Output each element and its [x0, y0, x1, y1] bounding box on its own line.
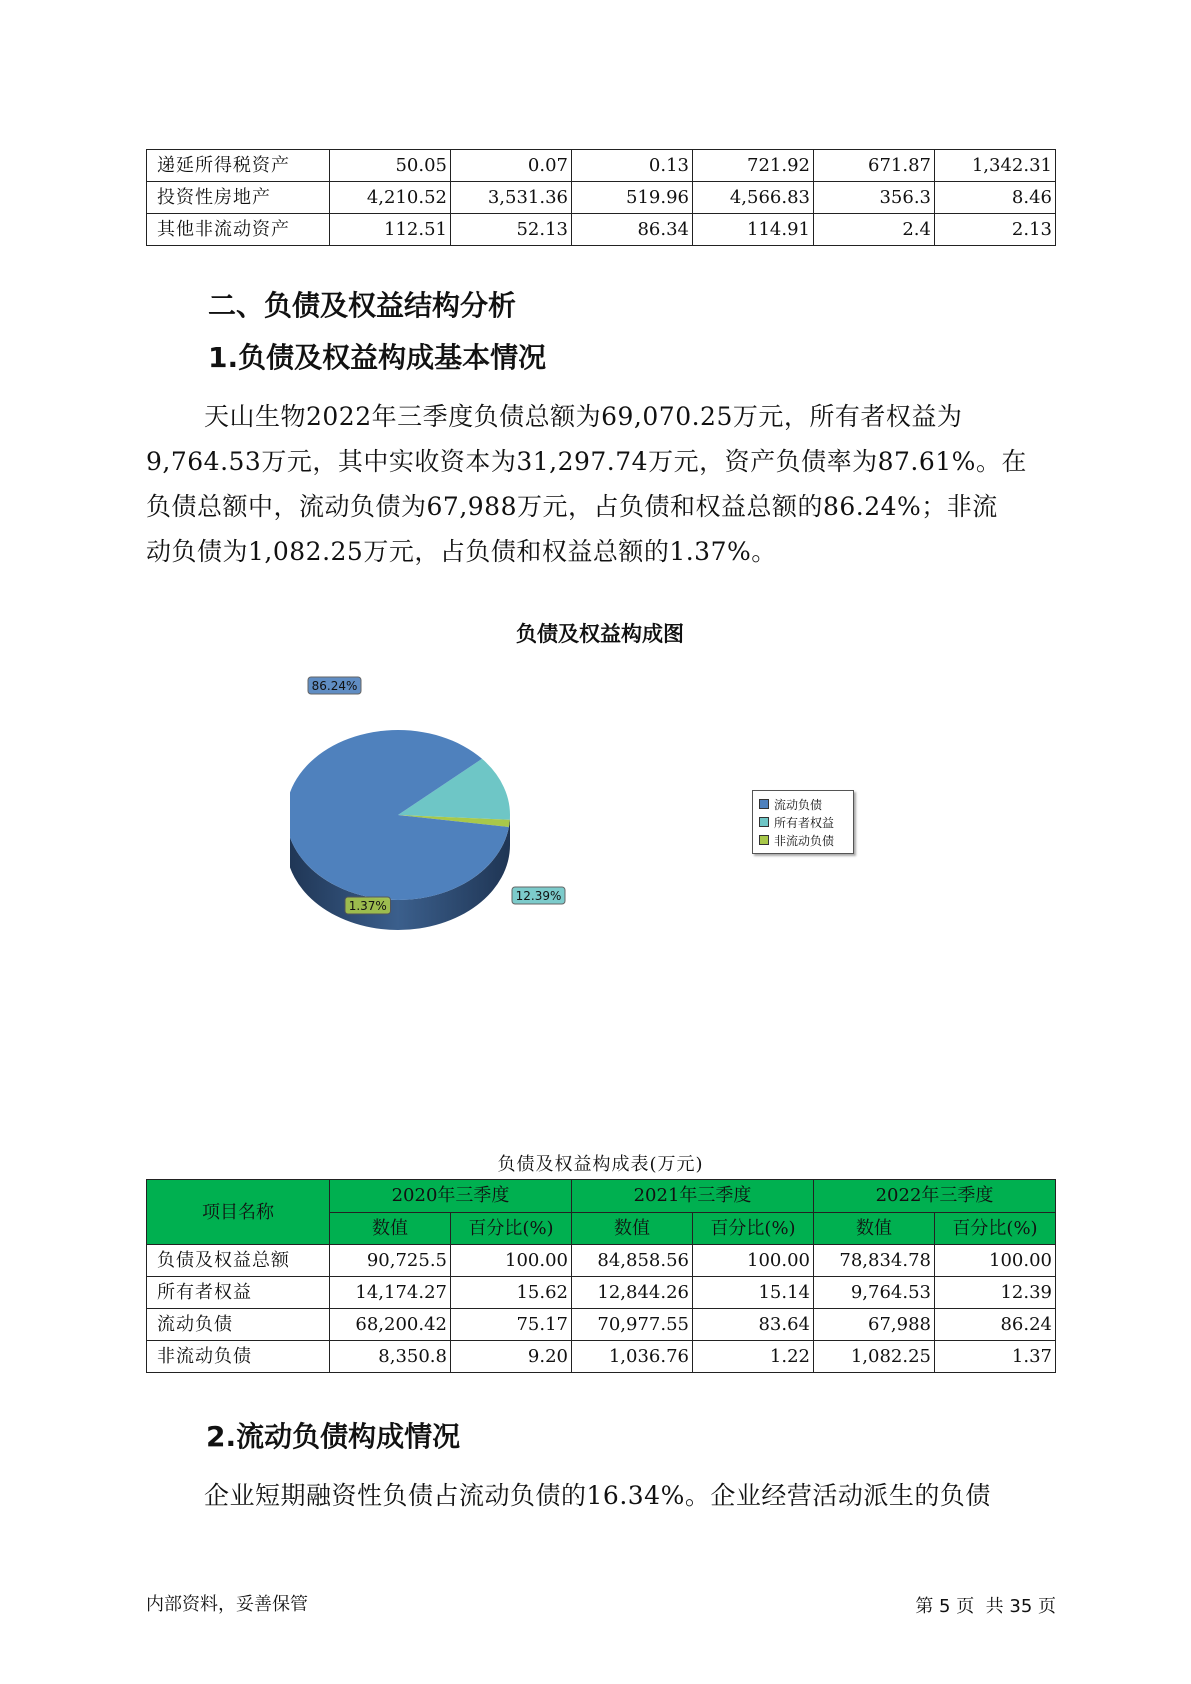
chart-legend — [752, 790, 854, 854]
table-cell: 67,988 — [814, 1309, 935, 1341]
table-cell: 15.14 — [693, 1277, 814, 1309]
table-row — [147, 1277, 1056, 1309]
table-cell: 12,844.26 — [572, 1277, 693, 1309]
table-cell: 4,210.52 — [330, 182, 451, 214]
table-row — [147, 1309, 1056, 1341]
table-row — [147, 214, 1056, 246]
subsection-title-2: 2.流动负债构成情况 — [206, 1420, 461, 1453]
table-row — [147, 150, 1056, 182]
pie-data-label — [308, 677, 361, 694]
section-title: 二、负债及权益结构分析 — [208, 289, 517, 322]
asset-table-continuation — [146, 149, 1056, 246]
table-cell: 2.13 — [935, 214, 1056, 246]
table-cell: 90,725.5 — [330, 1245, 451, 1277]
subsection-title-1: 1.负债及权益构成基本情况 — [208, 341, 547, 374]
chart-title: 负债及权益构成图 — [516, 622, 684, 646]
table-cell: 68,200.42 — [330, 1309, 451, 1341]
table-cell: 84,858.56 — [572, 1245, 693, 1277]
table-cell: 12.39 — [935, 1277, 1056, 1309]
row-label: 非流动负债 — [147, 1341, 330, 1373]
pie-label-text: 12.39% — [515, 889, 562, 903]
table-cell: 1,342.31 — [935, 150, 1056, 182]
table-caption: 负债及权益构成表(万元) — [497, 1154, 704, 1175]
row-label: 负债及权益总额 — [147, 1245, 330, 1277]
legend-swatch — [759, 835, 769, 845]
liability-equity-table — [146, 1179, 1056, 1373]
paragraph-2: 企业短期融资性负债占流动负债的16.34%。企业经营活动派生的负债 — [204, 1481, 991, 1510]
pie-label-text: 86.24% — [311, 679, 358, 693]
paragraph-1 — [146, 394, 1066, 574]
table-cell: 15.62 — [451, 1277, 572, 1309]
table-cell: 8.46 — [935, 182, 1056, 214]
table-cell: 0.07 — [451, 150, 572, 182]
legend-label: 流动负债 — [774, 797, 823, 812]
pie-chart — [290, 670, 590, 950]
legend-item — [759, 831, 847, 849]
table-cell: 112.51 — [330, 214, 451, 246]
header-period: 2022年三季度 — [814, 1180, 1056, 1213]
table-cell: 671.87 — [814, 150, 935, 182]
legend-label: 非流动负债 — [774, 833, 835, 848]
pie-data-label — [512, 887, 565, 904]
paragraph-1-line: 负债总额中，流动负债为67,988万元，占负债和权益总额的86.24%；非流 — [146, 492, 998, 521]
table-cell: 50.05 — [330, 150, 451, 182]
header-item-name: 项目名称 — [147, 1180, 330, 1245]
table-cell: 3,531.36 — [451, 182, 572, 214]
table-cell: 83.64 — [693, 1309, 814, 1341]
table-cell: 1,036.76 — [572, 1341, 693, 1373]
legend-swatch — [759, 799, 769, 809]
header-value: 数值 — [572, 1212, 693, 1245]
header-percent: 百分比(%) — [451, 1212, 572, 1245]
table-cell: 75.17 — [451, 1309, 572, 1341]
header-value: 数值 — [330, 1212, 451, 1245]
header-period: 2021年三季度 — [572, 1180, 814, 1213]
pie-label-text: 1.37% — [348, 899, 387, 913]
table-cell: 8,350.8 — [330, 1341, 451, 1373]
table-cell: 100.00 — [451, 1245, 572, 1277]
table-cell: 9,764.53 — [814, 1277, 935, 1309]
table-row — [147, 1245, 1056, 1277]
header-value: 数值 — [814, 1212, 935, 1245]
table-cell: 86.34 — [572, 214, 693, 246]
table-cell: 0.13 — [572, 150, 693, 182]
row-label: 所有者权益 — [147, 1277, 330, 1309]
table-cell: 9.20 — [451, 1341, 572, 1373]
header-percent: 百分比(%) — [935, 1212, 1056, 1245]
table-cell: 14,174.27 — [330, 1277, 451, 1309]
table-cell: 1.22 — [693, 1341, 814, 1373]
pie-data-label — [345, 897, 391, 914]
table-cell: 100.00 — [935, 1245, 1056, 1277]
table-cell: 519.96 — [572, 182, 693, 214]
legend-item — [759, 795, 847, 813]
table-cell: 721.92 — [693, 150, 814, 182]
footer-left: 内部资料，妥善保管 — [146, 1594, 308, 1615]
header-percent: 百分比(%) — [693, 1212, 814, 1245]
paragraph-1-line: 9,764.53万元，其中实收资本为31,297.74万元，资产负债率为87.61%。在 — [146, 447, 1027, 476]
table-cell: 78,834.78 — [814, 1245, 935, 1277]
header-period: 2020年三季度 — [330, 1180, 572, 1213]
paragraph-1-line: 动负债为1,082.25万元，占负债和权益总额的1.37%。 — [146, 537, 777, 566]
table-cell: 356.3 — [814, 182, 935, 214]
legend-label: 所有者权益 — [774, 815, 835, 830]
table-cell: 100.00 — [693, 1245, 814, 1277]
table-cell: 52.13 — [451, 214, 572, 246]
row-label: 递延所得税资产 — [147, 150, 330, 182]
table-row — [147, 1341, 1056, 1373]
table-cell: 114.91 — [693, 214, 814, 246]
legend-item — [759, 813, 847, 831]
table-cell: 70,977.55 — [572, 1309, 693, 1341]
table-cell: 86.24 — [935, 1309, 1056, 1341]
table-cell: 1,082.25 — [814, 1341, 935, 1373]
table-cell: 1.37 — [935, 1341, 1056, 1373]
legend-swatch — [759, 817, 769, 827]
table-row — [147, 182, 1056, 214]
row-label: 其他非流动资产 — [147, 214, 330, 246]
table-cell: 4,566.83 — [693, 182, 814, 214]
table-cell: 2.4 — [814, 214, 935, 246]
footer-page-number: 第 5 页 共 35 页 — [915, 1596, 1056, 1617]
paragraph-1-line: 天山生物2022年三季度负债总额为69,070.25万元，所有者权益为 — [204, 402, 963, 431]
row-label: 投资性房地产 — [147, 182, 330, 214]
row-label: 流动负债 — [147, 1309, 330, 1341]
